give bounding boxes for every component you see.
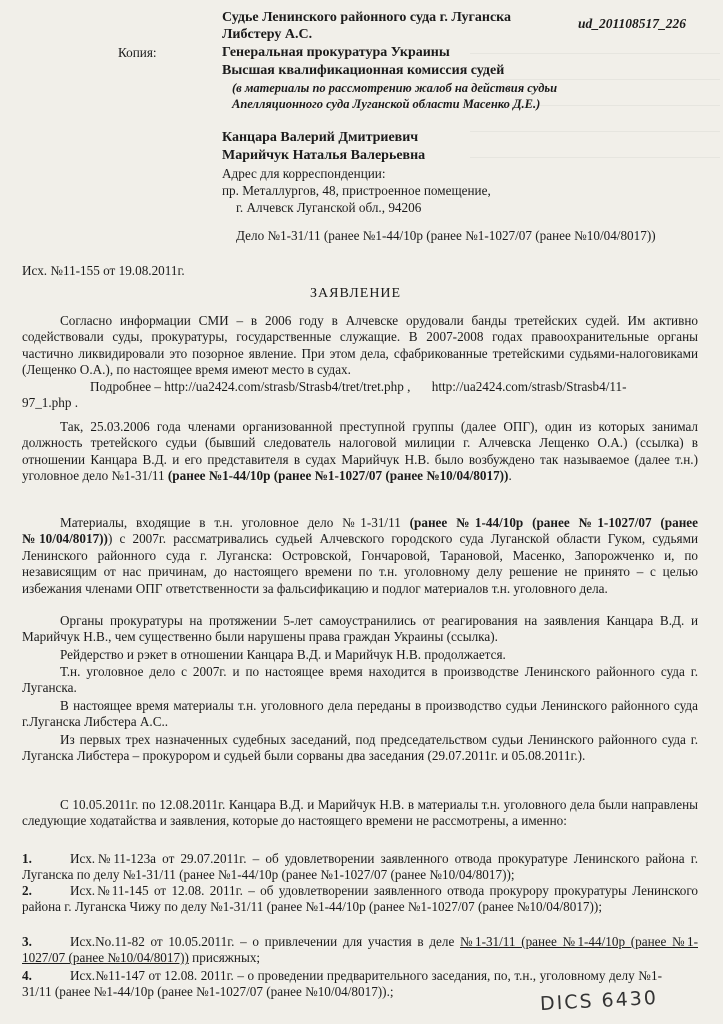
paragraph-motions — [22, 797, 698, 830]
paragraph-intro — [22, 313, 698, 379]
copy-note-line2: Апелляционного суда Луганской области Масенко Д.Е.) — [232, 97, 541, 111]
link-2-tail[interactable]: 97_1.php . — [22, 395, 79, 411]
motion-item-text: Исх.№11-123а от 29.07.2011г. – об удовлетворении заявленного отвода прокуратуре Ленинского района г. Луганска по делу №1-31/11 (ранее №1-44/10р (ранее №1-1027/07 (ранее №10/04/8017)); — [22, 851, 698, 883]
motion-item-2 — [22, 883, 698, 916]
paragraph-raiding — [22, 647, 698, 663]
paragraph-materials-b: ) с 2007г. рассматривались судьей Алчевского городского суда Луганской области Гуком, судьями Ленинского районного суда г. Луганска: Островской, Гончаровой, Тарановой, Масенко, Запорожченко и, по независящим от нас причинам, до настоящего времени по т.н. уголовному делу решение не принято – с целью избежания членами ОПГ ответственности за фальсификацию и подлог материалов т.н. уголовного дела. — [22, 531, 698, 596]
case-number: Дело №1-31/11 (ранее №1-44/10р (ранее №1-1027/07 (ранее №10/04/8017)) — [236, 228, 656, 243]
paragraph-case-status — [22, 664, 698, 697]
paragraph-motions-text: С 10.05.2011г. по 12.08.2011г. Канцара В.Д. и Марийчук Н.В. в материалы т.н. уголовного дела были направлены следующие ходатайства и заявления, которые до настоящего времени не рассмотрены, а именно: — [22, 797, 698, 829]
address-label: Адрес для корреспонденции: — [222, 166, 386, 181]
handwritten-note: DICS 6430 — [539, 986, 659, 1016]
copy-addressee-commission: Высшая квалификационная комиссия судей — [222, 63, 505, 78]
paragraph-sessions-text: Из первых трех назначенных судебных заседаний, под председательством судьи Ленинского районного суда г. Луганска Либстера – прокурором и судьей были сорваны два заседания (29.07.2011г. и 05.08.2011г.). — [22, 732, 698, 764]
document-id-stamp: ud_201108517_226 — [578, 16, 687, 31]
addressee-judge: Судье Ленинского районного суда г. Луганска — [222, 10, 512, 25]
motion-item-number: 4. — [22, 968, 32, 983]
addressee-judge-name: Либстеру А.С. — [222, 27, 313, 42]
motion-item-3 — [22, 934, 698, 967]
motion-item-number: 1. — [22, 851, 32, 866]
address-line-2: г. Алчевск Луганской обл., 94206 — [236, 200, 422, 215]
paragraph-raiding-text: Рейдерство и рэкет в отношении Канцара В.Д. и Марийчук Н.В. продолжается. — [60, 647, 506, 662]
motion-item-text: Исх.№11-147 от 12.08. 2011г. – о проведении предварительного заседания, по, т.н., уголовному делу №1-31/11 (ранее №1-44/10р (ранее №1-1027/07 (ранее №10/04/8017)).; — [22, 968, 662, 1000]
paragraph-opg — [22, 419, 698, 485]
sender-name-2: Марийчук Наталья Валерьевна — [222, 148, 426, 163]
paragraph-sessions — [22, 732, 698, 765]
copy-label: Копия: — [118, 45, 157, 60]
link-2[interactable]: http://ua2424.com/strasb/Strasb4/11- — [431, 379, 627, 394]
paragraph-case-status-text: Т.н. уголовное дело с 2007г. и по настоящее время находится в производстве Ленинского районного суда г. Луганска. — [22, 664, 698, 696]
paragraph-opg-end: . — [508, 468, 512, 484]
motion-item-number: 2. — [22, 883, 32, 898]
document-title: ЗАЯВЛЕНИЕ — [310, 286, 402, 301]
motion-item-text: Исх.№11-145 от 12.08. 2011г. – об удовлетворении заявленного отвода прокурору прокуратуры Ленинского района г. Луганска Чижу по делу №1-31/11 (ранее №1-44/10р (ранее №1-1027/07 (ранее №10/04/8017)); — [22, 883, 698, 915]
paragraph-links — [22, 379, 698, 412]
paragraph-opg-case-bold: (ранее №1-44/10р (ранее №1-1027/07 (ранее №10/04/8017)) — [167, 468, 509, 484]
paragraph-prosecution — [22, 613, 698, 646]
link-1[interactable]: Подробнее – http://ua2424.com/strasb/Strasb4/tret/tret.php , — [90, 379, 411, 394]
copy-note-line1: (в материалы по рассмотрению жалоб на действия судьи — [232, 81, 558, 95]
paragraph-transfer-text: В настоящее время материалы т.н. уголовного дела переданы в производство судьи Ленинского районного суда г.Луганска Либстера А.С.. — [22, 698, 698, 730]
motion-item-number: 3. — [22, 934, 32, 949]
motion-item-1 — [22, 851, 698, 884]
outgoing-number: Исх. №11-155 от 19.08.2011г. — [22, 263, 185, 278]
address-line-1: пр. Металлургов, 48, пристроенное помещение, — [222, 183, 491, 198]
paragraph-materials-a: Материалы, входящие в т.н. уголовное дело №1-31/11 — [60, 515, 401, 530]
paragraph-materials — [22, 515, 698, 597]
motion-item-text-b: присяжных; — [188, 950, 261, 966]
paragraph-materials-case-bold: (ранее №1-44/10р (ранее №1-1027/07 (ранее №10/04/8017)) — [22, 515, 699, 547]
paragraph-transfer — [22, 698, 698, 731]
copy-addressee-prosecutor: Генеральная прокуратура Украины — [222, 45, 450, 60]
paragraph-opg-text: Так, 25.03.2006 года членами организованной преступной группы (далее ОПГ), один из которых занимал должность третейского судьи (бывший следователь налоговой милиции г. Алчевска Лещенко О.А.) (ссылка) в отношении Канцара В.Д. и его представителя в судах Марийчук Н.В. было возбуждено так называемое (далее т.н.) уголовное дело №1-31/11 — [22, 419, 698, 484]
sender-name-1: Канцара Валерий Дмитриевич — [222, 130, 419, 145]
motion-item-text-underlined: №1-31/11 (ранее №1-44/10р (ранее №1-1027/07 (ранее №10/04/8017)) — [22, 934, 698, 966]
paragraph-intro-text: Согласно информации СМИ – в 2006 году в Алчевске орудовали банды третейских судей. Им активно содействовали суды, прокуратуры, государственные служащие. В 2007-2008 годах правоохранительные органы частично ликвидировали это позорное явление. При этом дела, сфабрикованные третейскими судьями-налоговиками (Лещенко О.А.), по настоящее время имеют место в судах. — [22, 313, 698, 378]
paragraph-prosecution-text: Органы прокуратуры на протяжении 5-лет самоустранились от реагирования на заявления Канцара В.Д. и Марийчук Н.В., чем существенно были нарушены права граждан Украины (ссылка). — [22, 613, 698, 645]
motion-item-text-a: Исх.No.11-82 от 10.05.2011г. – о привлечении для участия в деле — [70, 934, 460, 949]
